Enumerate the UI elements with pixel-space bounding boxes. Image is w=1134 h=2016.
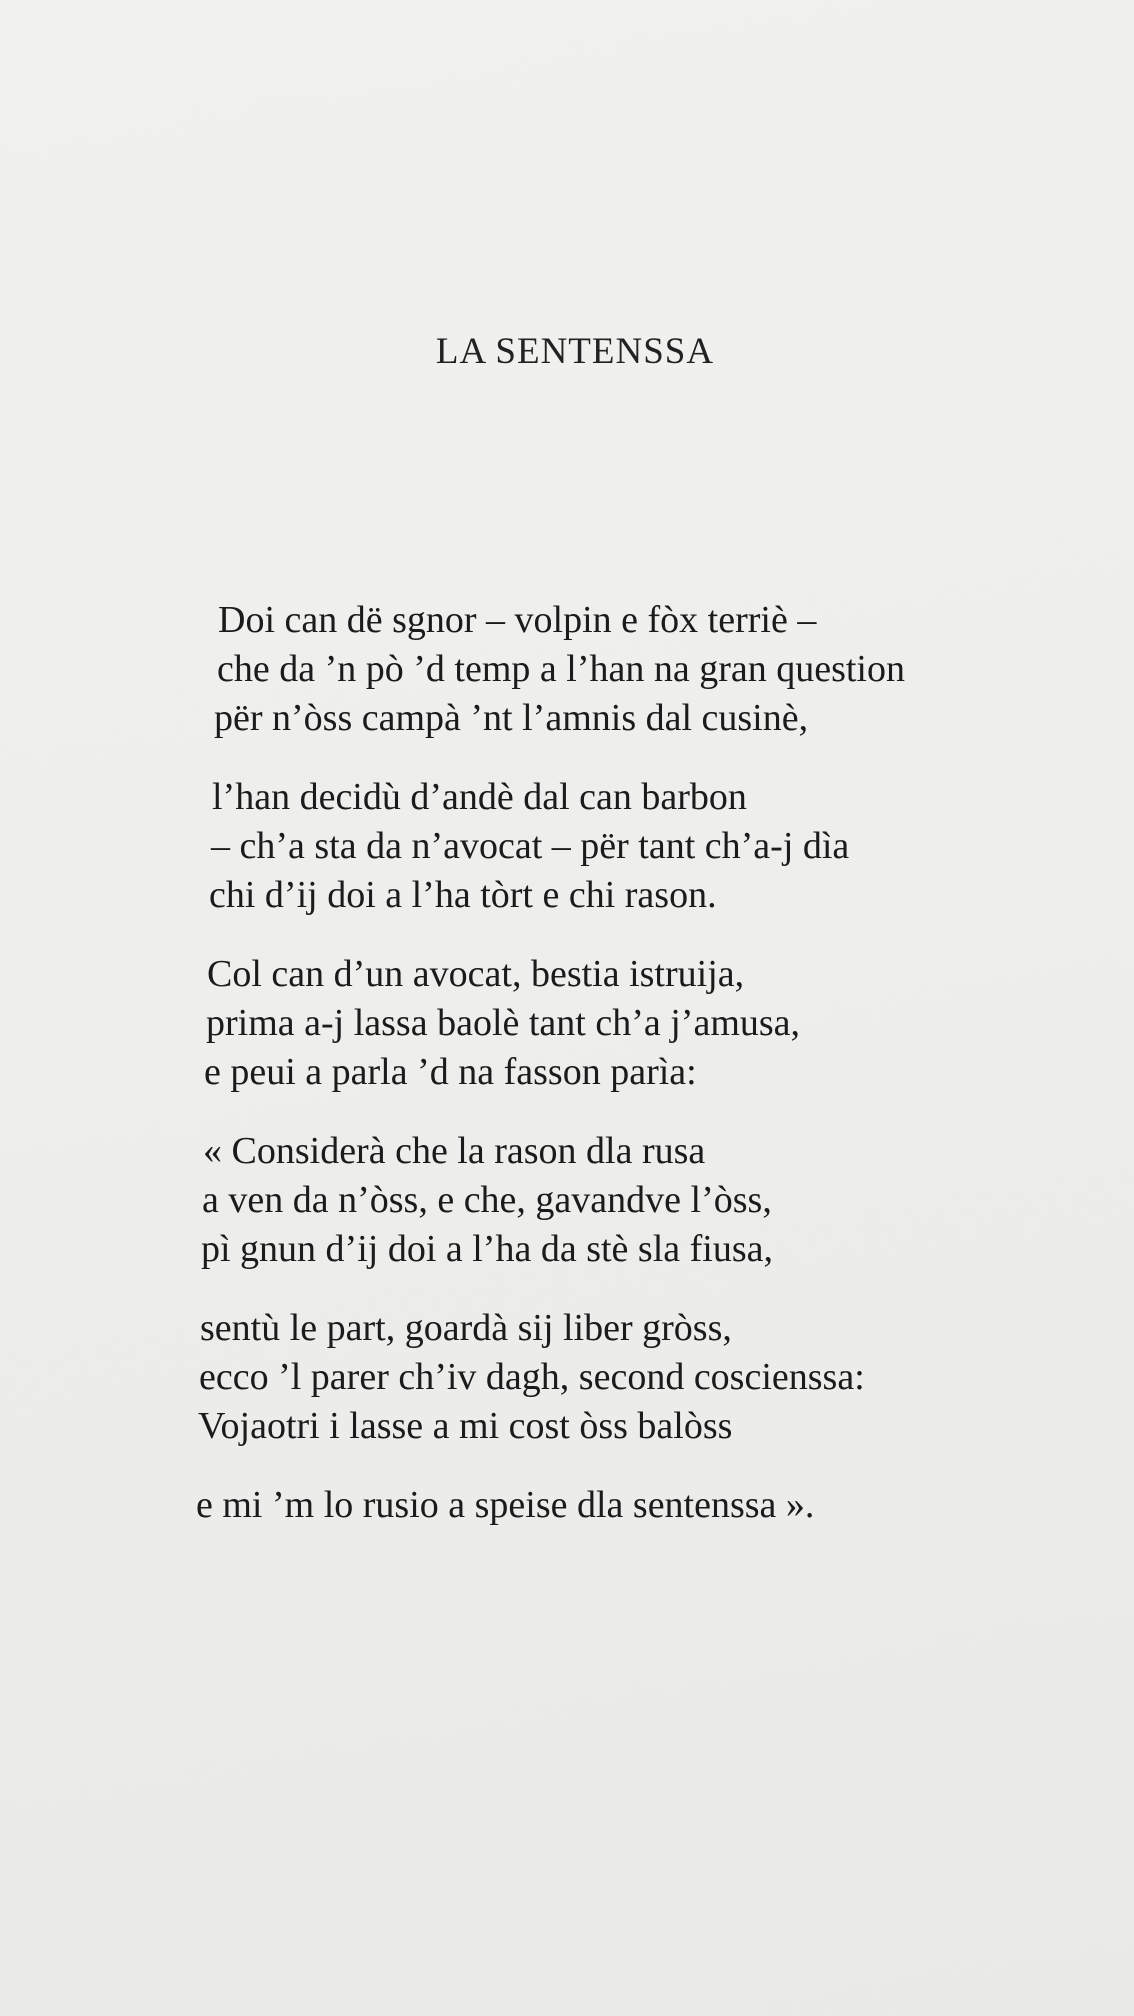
stanza-3 (196, 950, 1076, 1097)
stanza-1 (196, 596, 1076, 743)
poem-line: Doi can dë sgnor – volpin e fòx terriè – (218, 599, 817, 641)
poem-title: LA SENTENSSA (435, 331, 715, 372)
stanza-6 (196, 1481, 1076, 1530)
poem-line: ecco ’l parer ch’iv dagh, second coscienssa: (199, 1356, 865, 1398)
stanza-4 (196, 1127, 1076, 1274)
poem-body (196, 596, 1076, 1560)
poem-line: « Considerà che la rason dla rusa (203, 1130, 706, 1172)
stanza-5 (196, 1304, 1076, 1451)
poem-line: chi d’ij doi a l’ha tòrt e chi rason. (209, 874, 717, 916)
poem-line: për n’òss campà ’nt l’amnis dal cusinè, (214, 697, 809, 739)
poem-line: sentù le part, goardà sij liber gròss, (200, 1307, 732, 1349)
poem-line: Vojaotri i lasse a mi cost òss balòss (198, 1405, 733, 1447)
stanza-2 (196, 773, 1076, 920)
poem-line: prima a-j lassa baolè tant ch’a j’amusa, (206, 1002, 801, 1044)
poem-line: l’han decidù d’andè dal can barbon (212, 776, 747, 818)
poem-line: – ch’a sta da n’avocat – për tant ch’a-j dìa (211, 825, 850, 867)
poem-line: che da ’n pò ’d temp a l’han na gran question (217, 648, 905, 690)
poem-line: e peui a parla ’d na fasson parìa: (204, 1051, 697, 1093)
poem-line: e mi ’m lo rusio a speise dla sentenssa ». (196, 1484, 815, 1526)
poem-line: Col can d’un avocat, bestia istruija, (207, 953, 745, 995)
poem-line: a ven da n’òss, e che, gavandve l’òss, (202, 1179, 772, 1221)
poem-line: pì gnun d’ij doi a l’ha da stè sla fiusa, (201, 1228, 773, 1270)
